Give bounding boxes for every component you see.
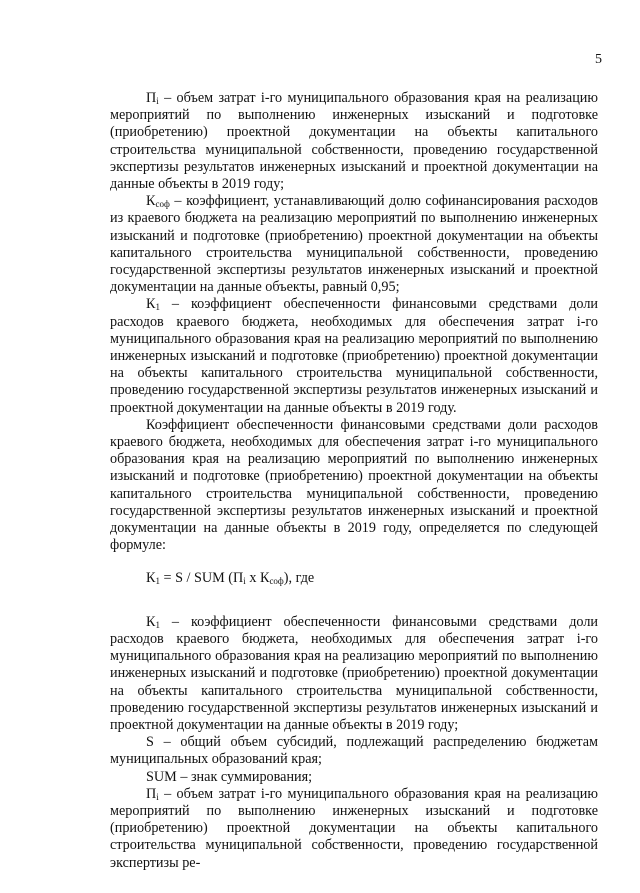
definition-sum: SUM – знак суммирования; (146, 768, 313, 785)
definition-s: S – общий объем субсидий, подлежащий распределению бюджетам муниципальных образований края; (110, 734, 598, 768)
formula: $К_1 = S$ / SUM ($П_i$ x $К_{соф}$), где (146, 570, 315, 587)
page-number: 5 (595, 52, 602, 67)
paragraph-k-sof: $К_{соф}$ – коэффициент, устанавливающий долю софинансирования расходов из краевого бюджета на реализацию мероприятий по выполнению инженерных изысканий и подготовке (приобретению) проектной документации на объекты капитального строительства муниципальной собственности, проведению государственной экспертизы результатов инженерных изысканий и проектной документации на данные объекты, равный 0,95; (110, 193, 598, 296)
definition-k1: $К_1$ – коэффициент обеспеченности финансовыми средствами доли расходов краевого бюджета, необходимых для обеспечения затрат i-го муниципального образования края на реализацию мероприятий по выполнению инженерных изысканий и подготовке (приобретению) проектной документации на объекты капитального строительства муниципальной собственности, проведению государственной экспертизы результатов инженерных изысканий и проектной документации на данные объекты в 2019 году; (110, 613, 598, 733)
document-body (110, 90, 598, 872)
definition-p-i: $П_i$ – объем затрат i-го муниципального образования края на реализацию мероприятий по выполнению инженерных изысканий и подготовке (приобретению) проектной документации на объекты капитального строительства муниципальной собственности, проведению государственной экспертизы ре- (110, 785, 598, 871)
paragraph-p-i: $П_i$ – объем затрат i-го муниципального образования края на реализацию мероприятий по выполнению инженерных изысканий и подготовке (приобретению) проектной документации на объекты капитального строительства муниципальной собственности, проведению государственной экспертизы результатов инженерных изысканий и проектной документации на данные объекты в 2019 году; (110, 90, 598, 193)
paragraph-coefficient-intro: Коэффициент обеспеченности финансовыми средствами доли расходов краевого бюджета, необходимых для обеспечения затрат i-го муниципального образования края на реализацию мероприятий по выполнению инженерных изысканий и подготовке (приобретению) проектной документации на объекты капитального строительства муниципальной собственности, проведению государственной экспертизы результатов инженерных изысканий и проектной документации на данные объекты в 2019 году, определяется по следующей формуле: (110, 416, 598, 554)
paragraph-k1: $К_1$ – коэффициент обеспеченности финансовыми средствами доли расходов краевого бюджета, необходимых для обеспечения затрат i-го муниципального образования края на реализацию мероприятий по выполнению инженерных изысканий и подготовке (приобретению) проектной документации на объекты капитального строительства муниципальной собственности, проведению государственной экспертизы результатов инженерных изысканий и проектной документации на данные объекты в 2019 году. (110, 296, 598, 416)
